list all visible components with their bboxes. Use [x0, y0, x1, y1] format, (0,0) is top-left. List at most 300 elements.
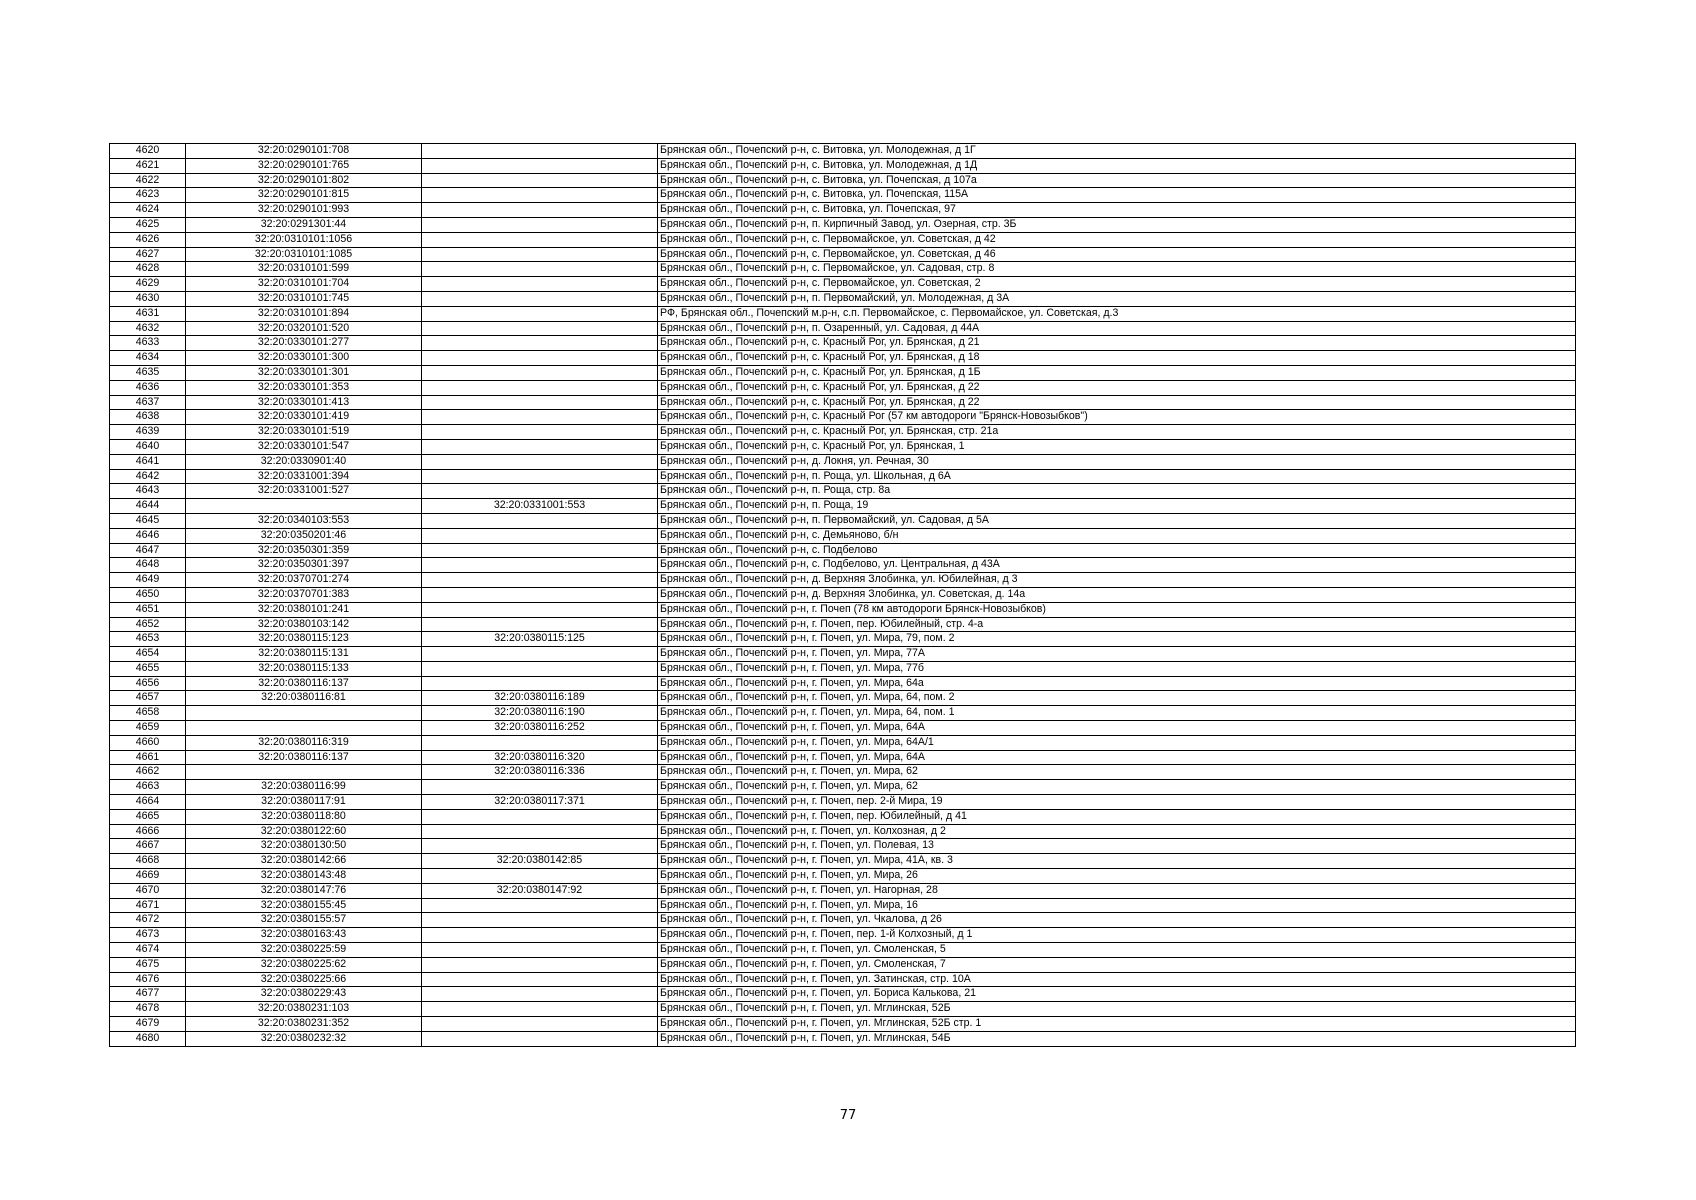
table-row	[110, 602, 1576, 617]
cadastral-number-cell: 32:20:0380225:62	[186, 957, 422, 972]
row-number-cell: 4623	[110, 188, 186, 203]
related-cadastral-number-cell	[422, 809, 658, 824]
related-cadastral-number-cell	[422, 484, 658, 499]
related-cadastral-number-cell	[422, 262, 658, 277]
row-number-cell: 4644	[110, 499, 186, 514]
table-row	[110, 262, 1576, 277]
table-row	[110, 410, 1576, 425]
cadastral-number-cell: 32:20:0350301:397	[186, 558, 422, 573]
row-number-cell: 4645	[110, 513, 186, 528]
address-cell: Брянская обл., Почепский р-н, г. Почеп, ул. Нагорная, 28	[658, 883, 1576, 898]
table-row	[110, 1002, 1576, 1017]
table-row	[110, 306, 1576, 321]
related-cadastral-number-cell	[422, 1031, 658, 1046]
address-cell: Брянская обл., Почепский р-н, г. Почеп, ул. Мира, 62	[658, 765, 1576, 780]
table-row	[110, 247, 1576, 262]
table-row	[110, 676, 1576, 691]
cadastral-number-cell: 32:20:0380116:137	[186, 750, 422, 765]
address-cell: Брянская обл., Почепский р-н, г. Почеп, ул. Мглинская, 54Б	[658, 1031, 1576, 1046]
address-cell: Брянская обл., Почепский р-н, п. Первомайский, ул. Молодежная, д 3А	[658, 291, 1576, 306]
row-number-cell: 4666	[110, 824, 186, 839]
cadastral-number-cell: 32:20:0380232:32	[186, 1031, 422, 1046]
address-cell: Брянская обл., Почепский р-н, г. Почеп, ул. Мира, 41А, кв. 3	[658, 854, 1576, 869]
table-row	[110, 469, 1576, 484]
row-number-cell: 4677	[110, 987, 186, 1002]
table-row	[110, 943, 1576, 958]
address-cell: Брянская обл., Почепский р-н, с. Подбелово, ул. Центральная, д 43А	[658, 558, 1576, 573]
cadastral-number-cell: 32:20:0310101:745	[186, 291, 422, 306]
related-cadastral-number-cell	[422, 735, 658, 750]
cadastral-number-cell: 32:20:0290101:815	[186, 188, 422, 203]
table-row	[110, 839, 1576, 854]
cadastral-number-cell: 32:20:0380225:59	[186, 943, 422, 958]
row-number-cell: 4636	[110, 380, 186, 395]
table-row	[110, 706, 1576, 721]
address-cell: Брянская обл., Почепский р-н, г. Почеп, ул. Полевая, 13	[658, 839, 1576, 854]
cadastral-number-cell: 32:20:0291301:44	[186, 217, 422, 232]
table-row	[110, 750, 1576, 765]
address-cell: Брянская обл., Почепский р-н, д. Верхняя Злобинка, ул. Советская, д. 14а	[658, 587, 1576, 602]
row-number-cell: 4659	[110, 721, 186, 736]
row-number-cell: 4670	[110, 883, 186, 898]
address-cell: Брянская обл., Почепский р-н, с. Красный Рог, ул. Брянская, 1	[658, 439, 1576, 454]
property-register-table	[109, 143, 1576, 1047]
cadastral-number-cell: 32:20:0290101:765	[186, 158, 422, 173]
related-cadastral-number-cell: 32:20:0380115:125	[422, 632, 658, 647]
table-row	[110, 1031, 1576, 1046]
table-row	[110, 1017, 1576, 1032]
row-number-cell: 4680	[110, 1031, 186, 1046]
related-cadastral-number-cell	[422, 469, 658, 484]
table-row	[110, 277, 1576, 292]
cadastral-number-cell: 32:20:0320101:520	[186, 321, 422, 336]
related-cadastral-number-cell: 32:20:0380116:190	[422, 706, 658, 721]
related-cadastral-number-cell	[422, 158, 658, 173]
table-row	[110, 336, 1576, 351]
address-cell: Брянская обл., Почепский р-н, г. Почеп, ул. Смоленская, 7	[658, 957, 1576, 972]
row-number-cell: 4627	[110, 247, 186, 262]
cadastral-number-cell: 32:20:0330101:277	[186, 336, 422, 351]
address-cell: Брянская обл., Почепский р-н, г. Почеп, ул. Мглинская, 52Б	[658, 1002, 1576, 1017]
row-number-cell: 4660	[110, 735, 186, 750]
row-number-cell: 4676	[110, 972, 186, 987]
address-cell: Брянская обл., Почепский р-н, с. Красный Рог, ул. Брянская, д 22	[658, 380, 1576, 395]
related-cadastral-number-cell: 32:20:0380142:85	[422, 854, 658, 869]
related-cadastral-number-cell	[422, 247, 658, 262]
table-row	[110, 824, 1576, 839]
related-cadastral-number-cell	[422, 336, 658, 351]
cadastral-number-cell: 32:20:0380116:81	[186, 691, 422, 706]
related-cadastral-number-cell	[422, 528, 658, 543]
cadastral-number-cell: 32:20:0380103:142	[186, 617, 422, 632]
address-cell: Брянская обл., Почепский р-н, с. Витовка, ул. Почепская, д 107а	[658, 173, 1576, 188]
cadastral-number-cell: 32:20:0330101:547	[186, 439, 422, 454]
table-row	[110, 158, 1576, 173]
cadastral-number-cell: 32:20:0380225:66	[186, 972, 422, 987]
address-cell: Брянская обл., Почепский р-н, г. Почеп, ул. Мира, 16	[658, 898, 1576, 913]
address-cell: Брянская обл., Почепский р-н, г. Почеп, ул. Мира, 77А	[658, 647, 1576, 662]
address-cell: Брянская обл., Почепский р-н, с. Красный Рог, ул. Брянская, стр. 21а	[658, 425, 1576, 440]
table-row	[110, 721, 1576, 736]
address-cell: Брянская обл., Почепский р-н, с. Витовка, ул. Почепская, 97	[658, 203, 1576, 218]
cadastral-number-cell	[186, 721, 422, 736]
related-cadastral-number-cell	[422, 647, 658, 662]
table-row	[110, 913, 1576, 928]
cadastral-number-cell	[186, 499, 422, 514]
row-number-cell: 4625	[110, 217, 186, 232]
table-row	[110, 321, 1576, 336]
cadastral-number-cell: 32:20:0380155:45	[186, 898, 422, 913]
related-cadastral-number-cell	[422, 780, 658, 795]
row-number-cell: 4652	[110, 617, 186, 632]
related-cadastral-number-cell	[422, 513, 658, 528]
cadastral-number-cell: 32:20:0380117:91	[186, 795, 422, 810]
row-number-cell: 4648	[110, 558, 186, 573]
address-cell: Брянская обл., Почепский р-н, с. Красный Рог (57 км автодороги "Брянск-Новозыбков")	[658, 410, 1576, 425]
address-cell: Брянская обл., Почепский р-н, с. Подбелово	[658, 543, 1576, 558]
related-cadastral-number-cell	[422, 543, 658, 558]
related-cadastral-number-cell	[422, 321, 658, 336]
row-number-cell: 4629	[110, 277, 186, 292]
address-cell: Брянская обл., Почепский р-н, г. Почеп, ул. Мира, 64А/1	[658, 735, 1576, 750]
row-number-cell: 4638	[110, 410, 186, 425]
related-cadastral-number-cell	[422, 217, 658, 232]
row-number-cell: 4634	[110, 351, 186, 366]
row-number-cell: 4650	[110, 587, 186, 602]
table-row	[110, 543, 1576, 558]
related-cadastral-number-cell	[422, 306, 658, 321]
row-number-cell: 4633	[110, 336, 186, 351]
row-number-cell: 4624	[110, 203, 186, 218]
cadastral-number-cell: 32:20:0370701:274	[186, 573, 422, 588]
cadastral-number-cell: 32:20:0290101:802	[186, 173, 422, 188]
table-row	[110, 957, 1576, 972]
address-cell: Брянская обл., Почепский р-н, г. Почеп, ул. Мира, 64, пом. 2	[658, 691, 1576, 706]
cadastral-number-cell: 32:20:0380118:80	[186, 809, 422, 824]
table-row	[110, 173, 1576, 188]
address-cell: Брянская обл., Почепский р-н, с. Первомайское, ул. Советская, д 46	[658, 247, 1576, 262]
table-row	[110, 144, 1576, 159]
table-row	[110, 573, 1576, 588]
related-cadastral-number-cell	[422, 573, 658, 588]
address-cell: Брянская обл., Почепский р-н, г. Почеп, ул. Мира, 79, пом. 2	[658, 632, 1576, 647]
table-row	[110, 425, 1576, 440]
related-cadastral-number-cell	[422, 987, 658, 1002]
row-number-cell: 4667	[110, 839, 186, 854]
cadastral-number-cell: 32:20:0380143:48	[186, 869, 422, 884]
related-cadastral-number-cell	[422, 454, 658, 469]
cadastral-number-cell: 32:20:0380142:66	[186, 854, 422, 869]
related-cadastral-number-cell	[422, 898, 658, 913]
row-number-cell: 4646	[110, 528, 186, 543]
row-number-cell: 4632	[110, 321, 186, 336]
address-cell: Брянская обл., Почепский р-н, г. Почеп, ул. Мира, 64А	[658, 750, 1576, 765]
row-number-cell: 4651	[110, 602, 186, 617]
row-number-cell: 4631	[110, 306, 186, 321]
address-cell: Брянская обл., Почепский р-н, с. Первомайское, ул. Советская, д 42	[658, 232, 1576, 247]
cadastral-number-cell: 32:20:0310101:1085	[186, 247, 422, 262]
cadastral-number-cell: 32:20:0380122:60	[186, 824, 422, 839]
row-number-cell: 4622	[110, 173, 186, 188]
address-cell: Брянская обл., Почепский р-н, п. Кирпичный Завод, ул. Озерная, стр. 3Б	[658, 217, 1576, 232]
cadastral-number-cell: 32:20:0290101:708	[186, 144, 422, 159]
address-cell: Брянская обл., Почепский р-н, г. Почеп (78 км автодороги Брянск-Новозыбков)	[658, 602, 1576, 617]
row-number-cell: 4668	[110, 854, 186, 869]
row-number-cell: 4626	[110, 232, 186, 247]
cadastral-number-cell: 32:20:0380229:43	[186, 987, 422, 1002]
related-cadastral-number-cell	[422, 587, 658, 602]
row-number-cell: 4639	[110, 425, 186, 440]
row-number-cell: 4641	[110, 454, 186, 469]
cadastral-number-cell: 32:20:0350201:46	[186, 528, 422, 543]
table-row	[110, 513, 1576, 528]
address-cell: Брянская обл., Почепский р-н, с. Красный Рог, ул. Брянская, д 1Б	[658, 365, 1576, 380]
cadastral-number-cell: 32:20:0340103:553	[186, 513, 422, 528]
related-cadastral-number-cell: 32:20:0380147:92	[422, 883, 658, 898]
table-row	[110, 691, 1576, 706]
cadastral-number-cell: 32:20:0330101:353	[186, 380, 422, 395]
cadastral-number-cell: 32:20:0330101:519	[186, 425, 422, 440]
cadastral-number-cell: 32:20:0380163:43	[186, 928, 422, 943]
address-cell: Брянская обл., Почепский р-н, с. Витовка, ул. Почепская, 115А	[658, 188, 1576, 203]
row-number-cell: 4628	[110, 262, 186, 277]
table-row	[110, 617, 1576, 632]
related-cadastral-number-cell: 32:20:0380116:189	[422, 691, 658, 706]
table-row	[110, 780, 1576, 795]
row-number-cell: 4662	[110, 765, 186, 780]
cadastral-number-cell: 32:20:0330101:413	[186, 395, 422, 410]
address-cell: Брянская обл., Почепский р-н, с. Витовка, ул. Молодежная, д 1Д	[658, 158, 1576, 173]
related-cadastral-number-cell	[422, 558, 658, 573]
row-number-cell: 4655	[110, 661, 186, 676]
cadastral-number-cell: 32:20:0330101:301	[186, 365, 422, 380]
table-row	[110, 809, 1576, 824]
cadastral-number-cell: 32:20:0380116:99	[186, 780, 422, 795]
table-row	[110, 232, 1576, 247]
cadastral-number-cell: 32:20:0310101:704	[186, 277, 422, 292]
row-number-cell: 4643	[110, 484, 186, 499]
cadastral-number-cell: 32:20:0310101:1056	[186, 232, 422, 247]
address-cell: Брянская обл., Почепский р-н, г. Почеп, пер. 1-й Колхозный, д 1	[658, 928, 1576, 943]
address-cell: РФ, Брянская обл., Почепский м.р-н, с.п. Первомайское, с. Первомайское, ул. Советская, д.3	[658, 306, 1576, 321]
table-row	[110, 869, 1576, 884]
related-cadastral-number-cell: 32:20:0380116:336	[422, 765, 658, 780]
row-number-cell: 4656	[110, 676, 186, 691]
row-number-cell: 4635	[110, 365, 186, 380]
related-cadastral-number-cell	[422, 1002, 658, 1017]
row-number-cell: 4672	[110, 913, 186, 928]
row-number-cell: 4630	[110, 291, 186, 306]
related-cadastral-number-cell	[422, 395, 658, 410]
table-row	[110, 395, 1576, 410]
cadastral-number-cell	[186, 765, 422, 780]
related-cadastral-number-cell	[422, 617, 658, 632]
row-number-cell: 4671	[110, 898, 186, 913]
table-row	[110, 972, 1576, 987]
cadastral-number-cell: 32:20:0380115:133	[186, 661, 422, 676]
table-row	[110, 528, 1576, 543]
table-row	[110, 439, 1576, 454]
related-cadastral-number-cell	[422, 928, 658, 943]
related-cadastral-number-cell	[422, 439, 658, 454]
cadastral-number-cell: 32:20:0370701:383	[186, 587, 422, 602]
table-row	[110, 454, 1576, 469]
address-cell: Брянская обл., Почепский р-н, г. Почеп, ул. Мира, 62	[658, 780, 1576, 795]
cadastral-number-cell: 32:20:0380115:131	[186, 647, 422, 662]
table-row	[110, 735, 1576, 750]
related-cadastral-number-cell	[422, 602, 658, 617]
row-number-cell: 4654	[110, 647, 186, 662]
address-cell: Брянская обл., Почепский р-н, г. Почеп, ул. Мглинская, 52Б стр. 1	[658, 1017, 1576, 1032]
address-cell: Брянская обл., Почепский р-н, г. Почеп, ул. Мира, 64А	[658, 721, 1576, 736]
table-row	[110, 188, 1576, 203]
row-number-cell: 4658	[110, 706, 186, 721]
row-number-cell: 4664	[110, 795, 186, 810]
related-cadastral-number-cell	[422, 173, 658, 188]
cadastral-number-cell: 32:20:0330101:419	[186, 410, 422, 425]
related-cadastral-number-cell	[422, 410, 658, 425]
page-number: 77	[839, 1108, 857, 1123]
related-cadastral-number-cell	[422, 425, 658, 440]
table-row	[110, 203, 1576, 218]
related-cadastral-number-cell	[422, 277, 658, 292]
address-cell: Брянская обл., Почепский р-н, д. Верхняя Злобинка, ул. Юбилейная, д 3	[658, 573, 1576, 588]
related-cadastral-number-cell	[422, 144, 658, 159]
related-cadastral-number-cell: 32:20:0380117:371	[422, 795, 658, 810]
address-cell: Брянская обл., Почепский р-н, г. Почеп, ул. Чкалова, д 26	[658, 913, 1576, 928]
cadastral-number-cell: 32:20:0331001:527	[186, 484, 422, 499]
cadastral-number-cell: 32:20:0380115:123	[186, 632, 422, 647]
related-cadastral-number-cell	[422, 365, 658, 380]
table-row	[110, 898, 1576, 913]
row-number-cell: 4665	[110, 809, 186, 824]
address-cell: Брянская обл., Почепский р-н, с. Красный Рог, ул. Брянская, д 22	[658, 395, 1576, 410]
row-number-cell: 4669	[110, 869, 186, 884]
related-cadastral-number-cell	[422, 957, 658, 972]
cadastral-number-cell: 32:20:0310101:894	[186, 306, 422, 321]
address-cell: Брянская обл., Почепский р-н, с. Демьяново, б/н	[658, 528, 1576, 543]
address-cell: Брянская обл., Почепский р-н, п. Роща, 19	[658, 499, 1576, 514]
address-cell: Брянская обл., Почепский р-н, с. Первомайское, ул. Советская, 2	[658, 277, 1576, 292]
row-number-cell: 4653	[110, 632, 186, 647]
cadastral-number-cell: 32:20:0331001:394	[186, 469, 422, 484]
row-number-cell: 4663	[110, 780, 186, 795]
cadastral-number-cell: 32:20:0380155:57	[186, 913, 422, 928]
cadastral-number-cell: 32:20:0350301:359	[186, 543, 422, 558]
address-cell: Брянская обл., Почепский р-н, г. Почеп, пер. 2-й Мира, 19	[658, 795, 1576, 810]
address-cell: Брянская обл., Почепский р-н, с. Первомайское, ул. Садовая, стр. 8	[658, 262, 1576, 277]
related-cadastral-number-cell: 32:20:0380116:320	[422, 750, 658, 765]
cadastral-number-cell: 32:20:0380116:319	[186, 735, 422, 750]
cadastral-number-cell: 32:20:0330901:40	[186, 454, 422, 469]
table-row	[110, 987, 1576, 1002]
related-cadastral-number-cell	[422, 943, 658, 958]
row-number-cell: 4621	[110, 158, 186, 173]
address-cell: Брянская обл., Почепский р-н, г. Почеп, ул. Затинская, стр. 10А	[658, 972, 1576, 987]
row-number-cell: 4675	[110, 957, 186, 972]
table-row	[110, 883, 1576, 898]
cadastral-number-cell	[186, 706, 422, 721]
related-cadastral-number-cell	[422, 972, 658, 987]
address-cell: Брянская обл., Почепский р-н, г. Почеп, ул. Мира, 64, пом. 1	[658, 706, 1576, 721]
table-row	[110, 499, 1576, 514]
row-number-cell: 4649	[110, 573, 186, 588]
address-cell: Брянская обл., Почепский р-н, п. Первомайский, ул. Садовая, д 5А	[658, 513, 1576, 528]
cadastral-number-cell: 32:20:0380231:352	[186, 1017, 422, 1032]
address-cell: Брянская обл., Почепский р-н, г. Почеп, ул. Мира, 64а	[658, 676, 1576, 691]
related-cadastral-number-cell: 32:20:0380116:252	[422, 721, 658, 736]
related-cadastral-number-cell	[422, 676, 658, 691]
table-row	[110, 217, 1576, 232]
table-row	[110, 558, 1576, 573]
cadastral-number-cell: 32:20:0380101:241	[186, 602, 422, 617]
cadastral-number-cell: 32:20:0380130:50	[186, 839, 422, 854]
table-row	[110, 795, 1576, 810]
cadastral-number-cell: 32:20:0380116:137	[186, 676, 422, 691]
related-cadastral-number-cell	[422, 1017, 658, 1032]
related-cadastral-number-cell: 32:20:0331001:553	[422, 499, 658, 514]
cadastral-number-cell: 32:20:0310101:599	[186, 262, 422, 277]
related-cadastral-number-cell	[422, 203, 658, 218]
cadastral-number-cell: 32:20:0380147:76	[186, 883, 422, 898]
address-cell: Брянская обл., Почепский р-н, п. Озаренный, ул. Садовая, д 44А	[658, 321, 1576, 336]
row-number-cell: 4678	[110, 1002, 186, 1017]
address-cell: Брянская обл., Почепский р-н, д. Локня, ул. Речная, 30	[658, 454, 1576, 469]
related-cadastral-number-cell	[422, 913, 658, 928]
address-cell: Брянская обл., Почепский р-н, п. Роща, стр. 8а	[658, 484, 1576, 499]
table-row	[110, 380, 1576, 395]
row-number-cell: 4620	[110, 144, 186, 159]
related-cadastral-number-cell	[422, 661, 658, 676]
address-cell: Брянская обл., Почепский р-н, г. Почеп, ул. Смоленская, 5	[658, 943, 1576, 958]
row-number-cell: 4674	[110, 943, 186, 958]
row-number-cell: 4673	[110, 928, 186, 943]
table-row	[110, 587, 1576, 602]
address-cell: Брянская обл., Почепский р-н, п. Роща, ул. Школьная, д 6А	[658, 469, 1576, 484]
related-cadastral-number-cell	[422, 839, 658, 854]
table-row	[110, 661, 1576, 676]
row-number-cell: 4647	[110, 543, 186, 558]
row-number-cell: 4679	[110, 1017, 186, 1032]
row-number-cell: 4640	[110, 439, 186, 454]
related-cadastral-number-cell	[422, 824, 658, 839]
table-row	[110, 291, 1576, 306]
related-cadastral-number-cell	[422, 351, 658, 366]
related-cadastral-number-cell	[422, 291, 658, 306]
address-cell: Брянская обл., Почепский р-н, г. Почеп, пер. Юбилейный, д 41	[658, 809, 1576, 824]
row-number-cell: 4642	[110, 469, 186, 484]
row-number-cell: 4637	[110, 395, 186, 410]
address-cell: Брянская обл., Почепский р-н, г. Почеп, пер. Юбилейный, стр. 4-а	[658, 617, 1576, 632]
table-row	[110, 365, 1576, 380]
related-cadastral-number-cell	[422, 188, 658, 203]
cadastral-number-cell: 32:20:0380231:103	[186, 1002, 422, 1017]
table-row	[110, 765, 1576, 780]
address-cell: Брянская обл., Почепский р-н, с. Красный Рог, ул. Брянская, д 18	[658, 351, 1576, 366]
cadastral-number-cell: 32:20:0290101:993	[186, 203, 422, 218]
table-row	[110, 928, 1576, 943]
row-number-cell: 4657	[110, 691, 186, 706]
table-row	[110, 632, 1576, 647]
related-cadastral-number-cell	[422, 232, 658, 247]
table-row	[110, 854, 1576, 869]
address-cell: Брянская обл., Почепский р-н, г. Почеп, ул. Мира, 77б	[658, 661, 1576, 676]
table-row	[110, 351, 1576, 366]
table-row	[110, 647, 1576, 662]
address-cell: Брянская обл., Почепский р-н, г. Почеп, ул. Мира, 26	[658, 869, 1576, 884]
row-number-cell: 4661	[110, 750, 186, 765]
table-row	[110, 484, 1576, 499]
